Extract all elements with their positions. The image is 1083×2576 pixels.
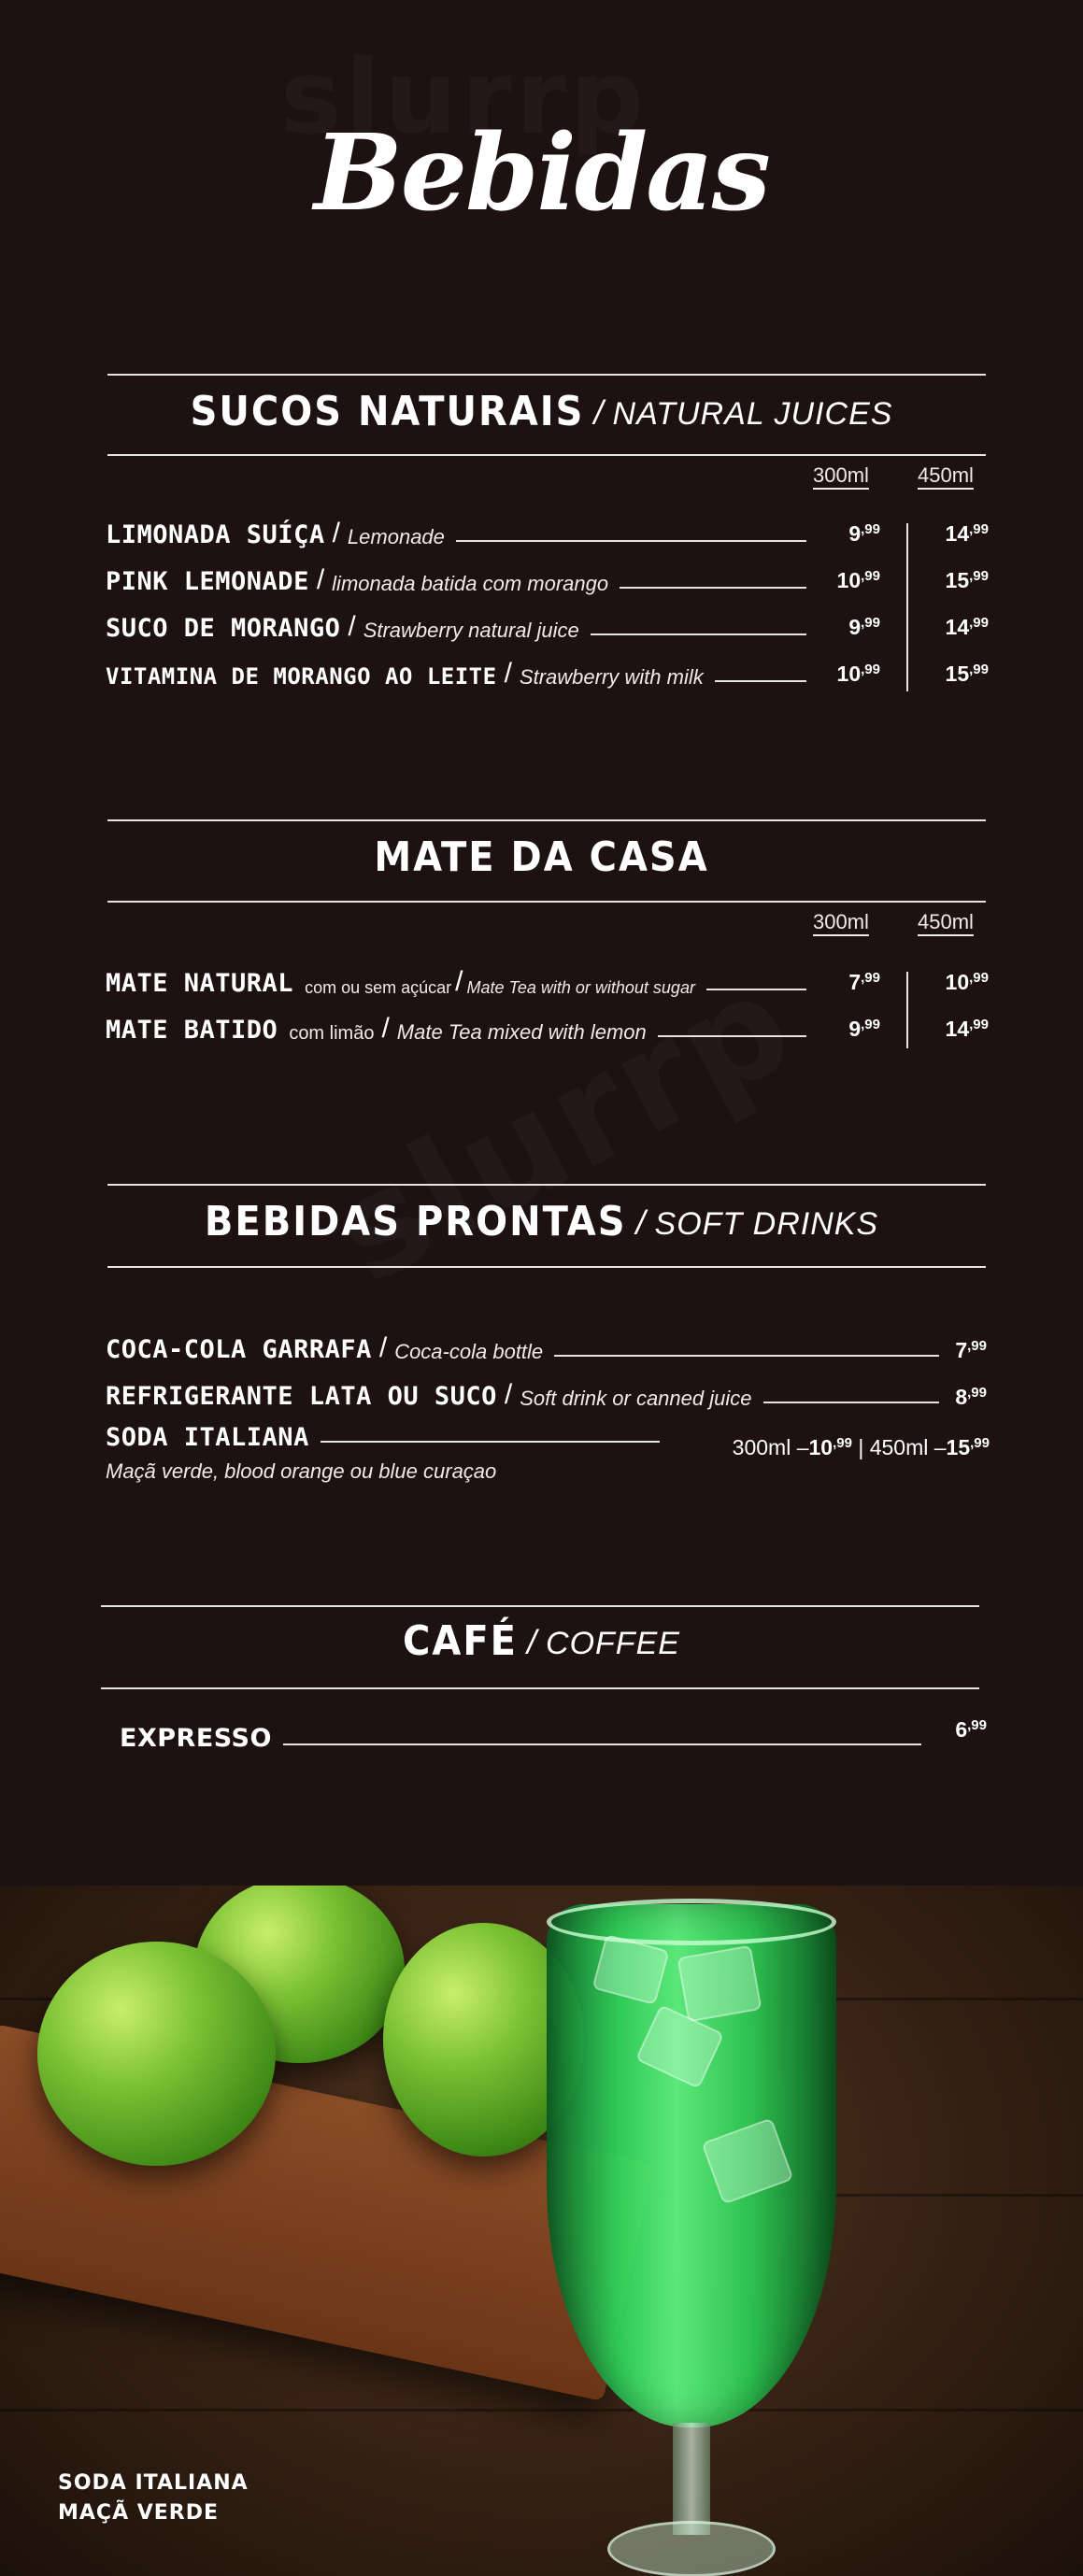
leader-line [321, 1441, 660, 1443]
item-description: limonada batida com morango [332, 572, 609, 595]
size-header-300: 300ml [813, 910, 869, 933]
caption-line: MAÇÃ VERDE [58, 2501, 220, 2525]
divider [107, 1266, 986, 1268]
wood-grain [0, 2409, 1083, 2412]
glass-stem [673, 2423, 710, 2535]
item-name: COCA-COLA GARRAFA [106, 1335, 372, 1364]
price-300: $9^{,99}$ [848, 521, 880, 546]
divider [107, 454, 986, 456]
green-apple-image [37, 1942, 276, 2166]
section-title-cafe [0, 1620, 1083, 1663]
item-description: Mate Tea with or without sugar [466, 978, 695, 997]
page-title: Bebidas [314, 112, 769, 235]
name-separator: / [348, 611, 356, 642]
item-name: REFRIGERANTE LATA OU SUCO [106, 1382, 497, 1411]
leader-line [554, 1355, 939, 1357]
price: $7^{,99}$ [955, 1338, 987, 1362]
section-title-pt: MATE DA CASA [374, 834, 709, 881]
section-title-pt: SUCOS NATURAIS [190, 389, 585, 435]
item-description: Coca-cola bottle [394, 1340, 544, 1363]
section-title-sucos [0, 391, 1083, 434]
section-title-mate [0, 836, 1083, 879]
divider [107, 901, 986, 903]
title-separator: / [593, 393, 604, 432]
price-450: $15^{,99}$ [945, 662, 989, 686]
leader-line [706, 989, 806, 990]
soda-prices: 300ml $-10^{,99}$ | 450ml $-15^{,99}$ [732, 1435, 990, 1459]
price-300: $7^{,99}$ [848, 970, 880, 994]
name-separator: / [504, 658, 512, 689]
price-300: $9^{,99}$ [848, 1017, 880, 1041]
item-description: Strawberry with milk [519, 665, 704, 689]
menu-item [106, 1007, 818, 1045]
glass-foot [607, 2521, 776, 2576]
section-title-en: COFFEE [546, 1626, 680, 1661]
menu-item [106, 652, 818, 690]
menu-item [106, 559, 818, 596]
ice-cube [677, 1945, 762, 2023]
item-name: PINK LEMONADE [106, 567, 309, 596]
item-description: Strawberry natural juice [363, 619, 579, 642]
item-note: com ou sem açúcar [305, 978, 452, 997]
name-separator: / [378, 1332, 388, 1363]
item-name: MATE NATURAL [106, 969, 294, 998]
item-note: com limão [289, 1023, 375, 1044]
item-name: EXPRESSO [120, 1724, 272, 1753]
price: $8^{,99}$ [955, 1385, 987, 1409]
section-title-en: SOFT DRINKS [654, 1206, 879, 1242]
divider [107, 374, 986, 376]
leader-line [283, 1743, 921, 1745]
title-separator: / [527, 1623, 537, 1661]
leader-line [591, 633, 806, 635]
photo-caption [58, 2469, 249, 2528]
price-450: $14^{,99}$ [945, 521, 989, 546]
section-title-pt: CAFÉ [403, 1618, 519, 1665]
section-title-en: NATURAL JUICES [612, 396, 893, 432]
divider [107, 1184, 986, 1186]
name-separator: / [455, 966, 463, 997]
price-450: $14^{,99}$ [945, 615, 989, 639]
menu-item [106, 961, 818, 998]
item-description: Soft drink or canned juice [520, 1387, 752, 1410]
price-450: $10^{,99}$ [945, 970, 989, 994]
menu-item [120, 1715, 933, 1753]
item-description: Mate Tea mixed with lemon [396, 1020, 647, 1044]
divider [101, 1687, 979, 1689]
price-300: $10^{,99}$ [836, 662, 880, 686]
size-header-450: 450ml [918, 463, 974, 487]
name-separator: / [381, 1013, 390, 1044]
item-name: SUCO DE MORANGO [106, 614, 341, 643]
menu-item [106, 1373, 939, 1411]
title-separator: / [635, 1203, 646, 1242]
section-title-prontas [0, 1201, 1083, 1244]
item-description: Lemonade [347, 525, 445, 548]
item-name: LIMONADA SUÍÇA [106, 520, 325, 549]
leader-line [456, 540, 806, 542]
menu-item [106, 605, 818, 643]
leader-line [715, 680, 806, 682]
leader-line [620, 587, 806, 589]
item-description: Maçã verde, blood orange ou blue curaçao [106, 1459, 497, 1483]
item-name: VITAMINA DE MORANGO AO LEITE [106, 663, 497, 690]
name-separator: / [332, 518, 340, 548]
name-separator: / [316, 564, 325, 595]
divider [101, 1605, 979, 1607]
caption-line: SODA ITALIANA [58, 2471, 249, 2495]
divider [107, 819, 986, 821]
price-450: $15^{,99}$ [945, 568, 989, 592]
item-name: SODA ITALIANA [106, 1423, 309, 1452]
section-title-pt: BEBIDAS PRONTAS [204, 1199, 627, 1245]
price-450: $14^{,99}$ [945, 1017, 989, 1041]
item-name: MATE BATIDO [106, 1016, 278, 1045]
menu-item [106, 1415, 671, 1452]
menu-item [106, 512, 818, 549]
name-separator: / [504, 1379, 513, 1410]
price: $6^{,99}$ [955, 1717, 987, 1742]
glass-rim [547, 1899, 836, 1945]
price-300: $9^{,99}$ [848, 615, 880, 639]
size-header-450: 450ml [918, 910, 974, 933]
size-header-300: 300ml [813, 463, 869, 487]
leader-line [658, 1035, 806, 1037]
price-300: $10^{,99}$ [836, 568, 880, 592]
menu-item [106, 1327, 939, 1364]
